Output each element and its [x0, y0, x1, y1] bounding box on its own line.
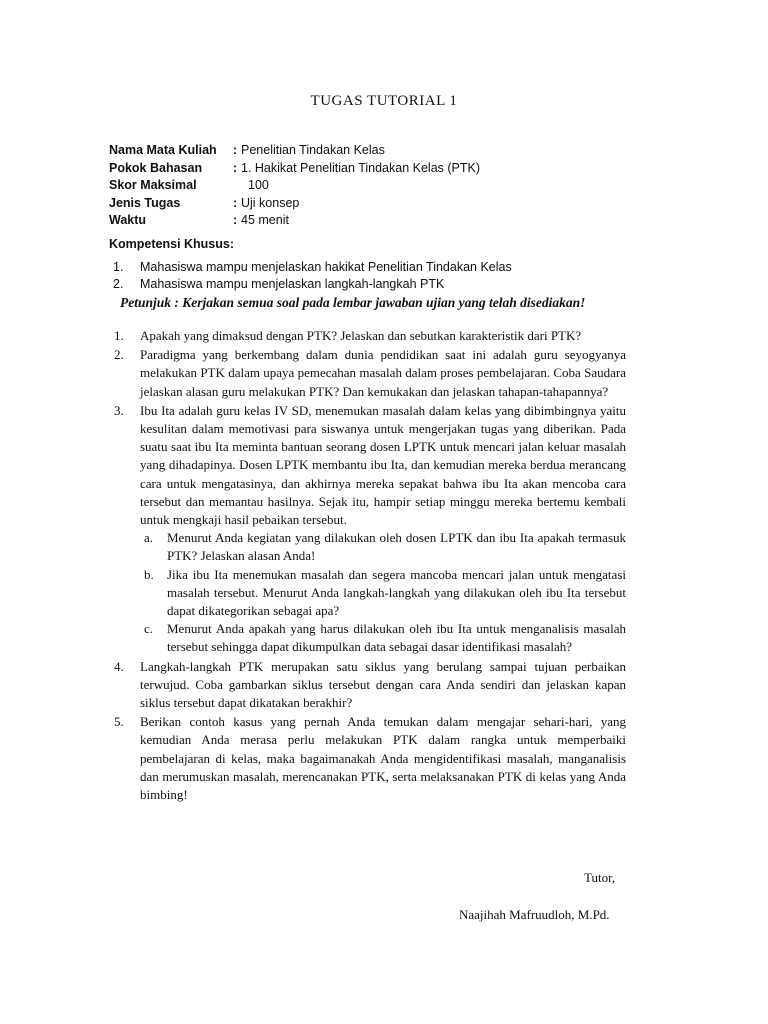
competency-text: Mahasiswa mampu menjelaskan langkah-langkah PTK: [140, 277, 445, 291]
sub-question-letter: a.: [144, 530, 154, 546]
question-item: [114, 327, 626, 345]
competency-list: [109, 259, 512, 293]
sub-question-text: Menurut Anda kegiatan yang dilakukan oleh dosen LPTK dan ibu Ita apakah termasuk PTK? Jelaskan alasan Anda!: [167, 530, 626, 564]
meta-value: Penelitian Tindakan Kelas: [241, 143, 385, 157]
competency-number: 2.: [113, 277, 124, 291]
meta-row-max-score: [109, 177, 480, 195]
question-number: 3.: [114, 402, 124, 418]
sub-question-text: Menurut Anda apakah yang harus dilakukan oleh ibu Ita untuk menganalisis masalah tersebut sehingga dapat dikumpulkan data sebagai dasar identifikasi masalah?: [167, 621, 626, 655]
question-item: [114, 658, 626, 713]
meta-row-task-type: [109, 195, 480, 213]
meta-colon: :: [233, 213, 238, 227]
meta-key: Jenis Tugas: [109, 195, 181, 210]
question-number: 5.: [114, 714, 124, 730]
question-item: [114, 346, 626, 401]
meta-colon: :: [233, 195, 238, 210]
meta-value: 1. Hakikat Penelitian Tindakan Kelas (PTK): [241, 160, 481, 175]
question-number: 1.: [114, 328, 124, 343]
sub-question-letter: c.: [144, 621, 154, 637]
question-text: Langkah-langkah PTK merupakan satu siklus yang berulang sampai tujuan perbaikan terwujud. Coba gambarkan siklus tersebut dengan cara Anda sendiri dan jelaskan kapan siklus tersebut dapat dikatakan berakhir?: [140, 658, 626, 711]
sub-question-text: Jika ibu Ita menemukan masalah dan segera mancoba mencari jalan untuk mengatasi masalah tersebut. Menurut Anda langkah-langkah yang dilakukan oleh ibu Ita tersebut dapat dikategorikan sebagai apa?: [167, 566, 626, 619]
competency-number: 1.: [113, 260, 124, 274]
sub-question-list: [140, 529, 626, 656]
question-item: [114, 713, 626, 804]
question-text: Berikan contoh kasus yang pernah Anda temukan dalam mengajar sehari-hari, yang kemudian Anda merasa perlu melakukan PTK dalam rangka untuk memperbaiki pembelajaran di kelas, maka bagaimanakah Anda mengidentifikasi masalah, manganalisis dan merumuskan masalah, merencanakan PTK, serta melaksanakan PTK di kelas yang Anda bimbing!: [140, 714, 626, 803]
meta-value: Uji konsep: [241, 195, 300, 210]
signature-name: Naajihah Mafruudloh, M.Pd.: [459, 907, 610, 922]
course-info: [109, 142, 480, 230]
sub-question-letter: b.: [144, 566, 154, 582]
question-item: [114, 402, 626, 657]
meta-row-topic: [109, 160, 480, 178]
competency-heading: Kompetensi Khusus:: [109, 237, 235, 251]
question-text: Paradigma yang berkembang dalam dunia pendidikan saat ini adalah guru seyogyanya melakukan PTK dalam upaya pemecahan masalah dalam proses pembelajaran. Coba Saudara jelaskan alasan guru melakukan PTK? Dan kemukakan dan jelaskan tahapan-tahapannya?: [140, 347, 626, 399]
meta-key: Waktu: [109, 213, 147, 227]
meta-row-time: [109, 212, 480, 230]
meta-key: Skor Maksimal: [109, 178, 197, 192]
question-text: Ibu Ita adalah guru kelas IV SD, menemukan masalah dalam kelas yang dibimbingnya yaitu kesulitan dalam memotivasi para siswanya untuk mengerjakan tugas yang diberikan. Pada suatu saat ibu Ita meminta bantuan seorang dosen LPTK untuk mencari jalan keluar masalah yang dihadapinya. Dosen LPTK membantu ibu Ita, dan kemudian mereka berdua merancang cara untuk mengatasinya, dan akhirnya mereka sepakat bahwa ibu Ita akan mencoba cara tersebut dan memantau hasilnya. Sejak itu, hampir setiap minggu mereka bertemu kembali untuk mengkaji hasil pebaikan tersebut.: [140, 402, 626, 528]
meta-key: Nama Mata Kuliah: [109, 143, 217, 157]
meta-colon: :: [233, 143, 238, 157]
meta-value: 45 menit: [241, 213, 289, 227]
signature-label: Tutor,: [584, 870, 616, 885]
competency-item: [109, 259, 512, 276]
competency-item: [109, 276, 512, 293]
instructions: Petunjuk : Kerjakan semua soal pada lembar jawaban ujian yang telah disediakan!: [120, 295, 586, 310]
question-number: 2.: [114, 347, 124, 363]
question-text: Apakah yang dimaksud dengan PTK? Jelaskan dan sebutkan karakteristik dari PTK?: [140, 328, 582, 343]
sub-question-item: [140, 620, 626, 656]
meta-row-course: [109, 142, 480, 160]
competency-text: Mahasiswa mampu menjelaskan hakikat Penelitian Tindakan Kelas: [140, 260, 512, 274]
sub-question-item: [140, 529, 626, 565]
question-number: 4.: [114, 658, 124, 674]
meta-colon: :: [233, 160, 238, 175]
meta-key: Pokok Bahasan: [109, 160, 203, 175]
meta-value: 100: [248, 178, 269, 192]
question-list: [114, 327, 626, 805]
sub-question-item: [140, 566, 626, 621]
document-title: TUGAS TUTORIAL 1: [310, 93, 458, 109]
